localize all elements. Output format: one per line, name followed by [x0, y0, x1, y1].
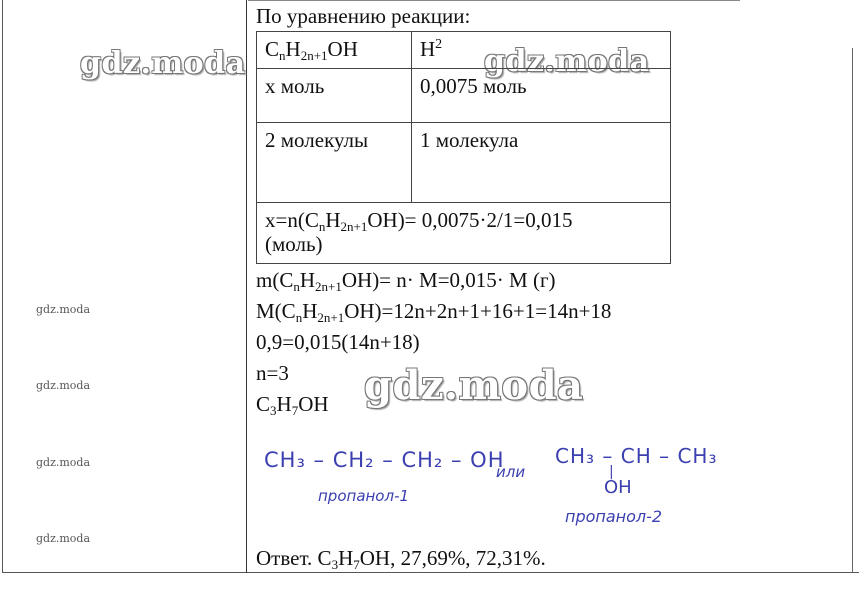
line-n: n=3 [256, 361, 289, 385]
handwritten-formula-propanol-1: CH₃ – CH₂ – CH₂ – OH [264, 448, 505, 472]
cell-1-molecule: 1 молекула [412, 123, 671, 203]
line-molar-mass: $M(C_nH_{2n+1}OH)=12n+2n+1+16+1=14n+18$ [256, 299, 612, 325]
reaction-table [256, 31, 671, 264]
cell-2-molecules: 2 молекулы [257, 123, 412, 203]
cell-x-mol: x моль [257, 69, 412, 123]
watermark-top-right: gdz.moda [484, 44, 650, 79]
cell-calculation: $x=n(C_nH_{2n+1}OH)= 0,0075\cdot 2/1=0,015$ (моль) [257, 203, 671, 264]
watermark-small-2: gdz.moda [36, 379, 91, 392]
bond-tick: | [609, 464, 614, 480]
top-border [248, 0, 740, 1]
line-mass: $m(C_nH_{2n+1}OH)= n\cdot M=0,015\cdot M$ (г) [256, 268, 556, 294]
intro-text: По уравнению реакции: [256, 4, 471, 28]
right-border [852, 48, 853, 573]
handwritten-name-propanol-2: пропанол-2 [565, 507, 663, 526]
line-formula: $C_3H_7OH$ [256, 392, 329, 418]
line-equation: 0,9=0,015(14n+18) [256, 330, 420, 354]
handwritten-branch-oh: OH [604, 477, 632, 498]
column-divider [246, 0, 247, 573]
header-h2: $H^2$ [412, 32, 671, 69]
answer-line: Ответ. $C_3H_7OH$, 27,69%, 72,31%. [256, 546, 546, 572]
watermark-small-1: gdz.moda [36, 303, 91, 316]
cell-h2-mol: 0,0075 моль [412, 69, 671, 123]
handwritten-name-propanol-1: пропанол-1 [318, 487, 410, 505]
watermark-center: gdz.moda [364, 362, 584, 409]
watermark-small-4: gdz.moda [36, 532, 91, 545]
handwritten-or: или [496, 463, 526, 481]
watermark-left: gdz.moda [80, 46, 246, 81]
header-alcohol: $C_nH_{2n+1}OH$ [257, 32, 412, 69]
watermark-small-3: gdz.moda [36, 456, 91, 469]
handwritten-formula-propanol-2: CH₃ – CH – CH₃ [555, 444, 718, 468]
